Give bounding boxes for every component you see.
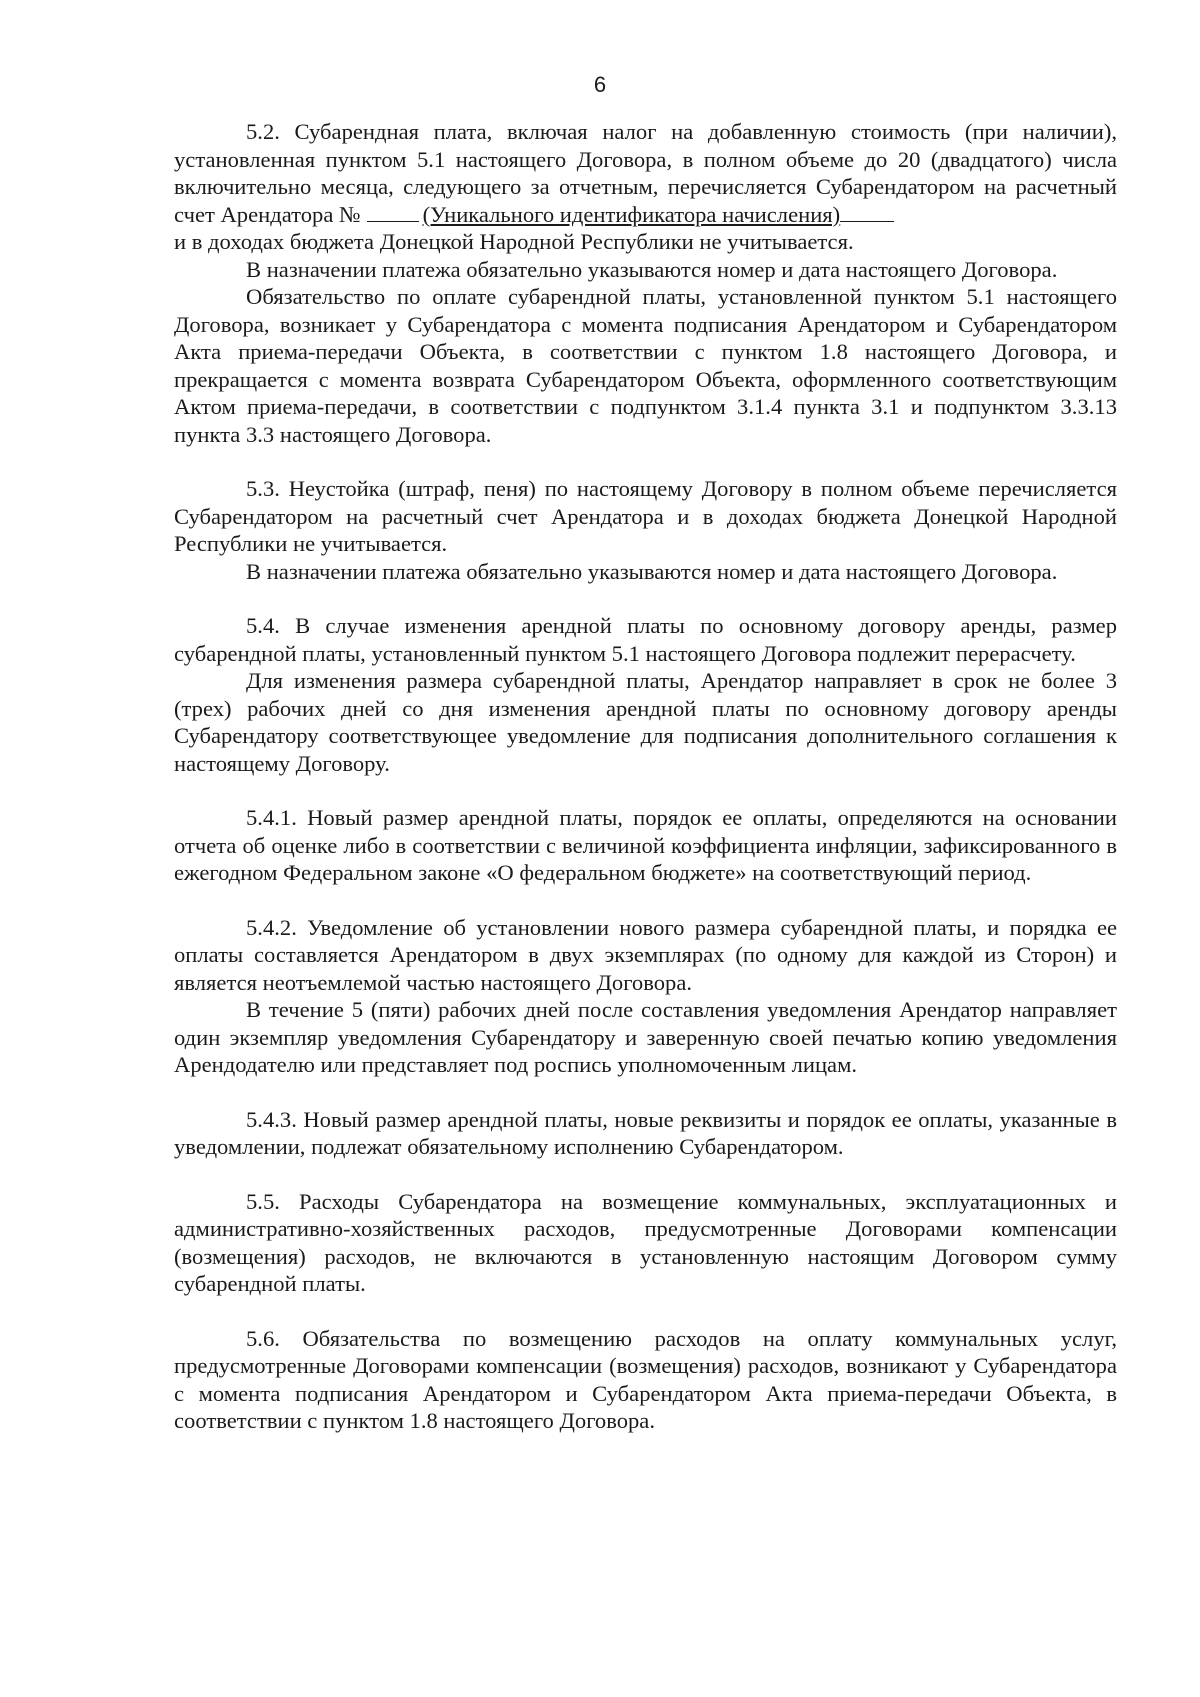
section-5-3-purpose: В назначении платежа обязательно указываются номер и дата настоящего Договора. [246,558,1058,584]
section-5-4-3 [174,1106,1117,1161]
section-5-5-paragraph: 5.5. Расходы Субарендатора на возмещение коммунальных, эксплуатационных и административно-хозяйственных расходов, предусмотренные Договорами компенсации (возмещения) расходов, не включаются в установленную настоящим Договором сумму субарендной платы. [174,1188,1117,1296]
section-5-4-paragraph: 5.4. В случае изменения арендной платы по основному договору аренды, размер субарендной платы, установленный пунктом 5.1 настоящего Договора подлежит перерасчету. [174,613,1117,666]
section-5-4-2 [174,914,1117,1079]
section-5-6 [174,1325,1117,1435]
section-5-2-paragraph [174,118,1117,228]
section-5-3 [174,475,1117,585]
section-5-4-2-delivery: В течение 5 (пяти) рабочих дней после составления уведомления Арендатор направляет один экземпляр уведомления Субарендатору и заверенную своей печатью копию уведомления Арендодателю или представляет под роспись уполномоченным лицам. [174,997,1117,1077]
budget-note: и в доходах бюджета Донецкой Народной Республики не учитывается. [174,229,854,254]
uin-placeholder: (Уникального идентификатора начисления) [422,201,841,227]
page-number: 6 [593,72,607,97]
section-5-3-paragraph: 5.3. Неустойка (штраф, пеня) по настоящему Договору в полном объеме перечисляется Субарендатором на расчетный счет Арендатора и в доходах бюджета Донецкой Народной Республики не учитывается. [174,476,1117,556]
section-5-4-1 [174,804,1117,887]
section-5-2 [174,118,1117,448]
section-5-2-text: 5.2. Субарендная плата, включая налог на добавленную стоимость (при наличии), установленная пунктом 5.1 настоящего Договора, в полном объеме до 20 (двадцатого) числа включительно месяца, следующего за отчетным, перечисляется Субарендатором на расчетный счет Арендатора № [174,119,1117,227]
section-5-6-paragraph: 5.6. Обязательства по возмещению расходов на оплату коммунальных услуг, предусмотренные Договорами компенсации (возмещения) расходов, возникают у Субарендатора с момента подписания Арендатором и Субарендатором Акта приема-передачи Объекта, в соответствии с пунктом 1.8 настоящего Договора. [174,1325,1117,1433]
section-5-5 [174,1188,1117,1298]
document-body [174,118,1117,1435]
section-5-4-change: Для изменения размера субарендной платы, Арендатор направляет в срок не более 3 (трех) рабочих дней со дня изменения арендной платы по основному договору аренды Субарендатору соответствующее уведомление для подписания дополнительного соглашения к настоящему Договору. [174,668,1117,776]
section-5-4 [174,612,1117,777]
section-5-4-2-paragraph: 5.4.2. Уведомление об установлении нового размера субарендной платы, и порядка ее оплаты составляется Арендатором в двух экземплярах (по одному для каждой из Сторон) и является неотъемлемой частью настоящего Договора. [174,914,1117,995]
section-5-4-1-paragraph: 5.4.1. Новый размер арендной платы, порядок ее оплаты, определяются на основании отчета об оценке либо в соответствии с величиной коэффициента инфляции, зафиксированного в ежегодном Федеральном законе «О федеральном бюджете» на соответствующий период. [174,805,1117,885]
section-5-4-3-paragraph: 5.4.3. Новый размер арендной платы, новые реквизиты и порядок ее оплаты, указанные в уведомлении, подлежат обязательному исполнению Субарендатором. [174,1106,1117,1159]
obligation-paragraph: Обязательство по оплате субарендной платы, установленной пунктом 5.1 настоящего Договора, возникает у Субарендатора с момента подписания Арендатором и Субарендатором Акта приема-передачи Объекта, в соответствии с пунктом 1.8 настоящего Договора, и прекращается с момента возврата Субарендатором Объекта, оформленного соответствующим Актом приема-передачи, в соответствии с подпунктом 3.1.4 пункта 3.1 и подпунктом 3.3.13 пункта 3.3 настоящего Договора. [174,284,1117,447]
payment-purpose-note: В назначении платежа обязательно указываются номер и дата настоящего Договора. [246,256,1058,282]
uin-blank [840,203,894,222]
account-number-blank [367,203,419,222]
